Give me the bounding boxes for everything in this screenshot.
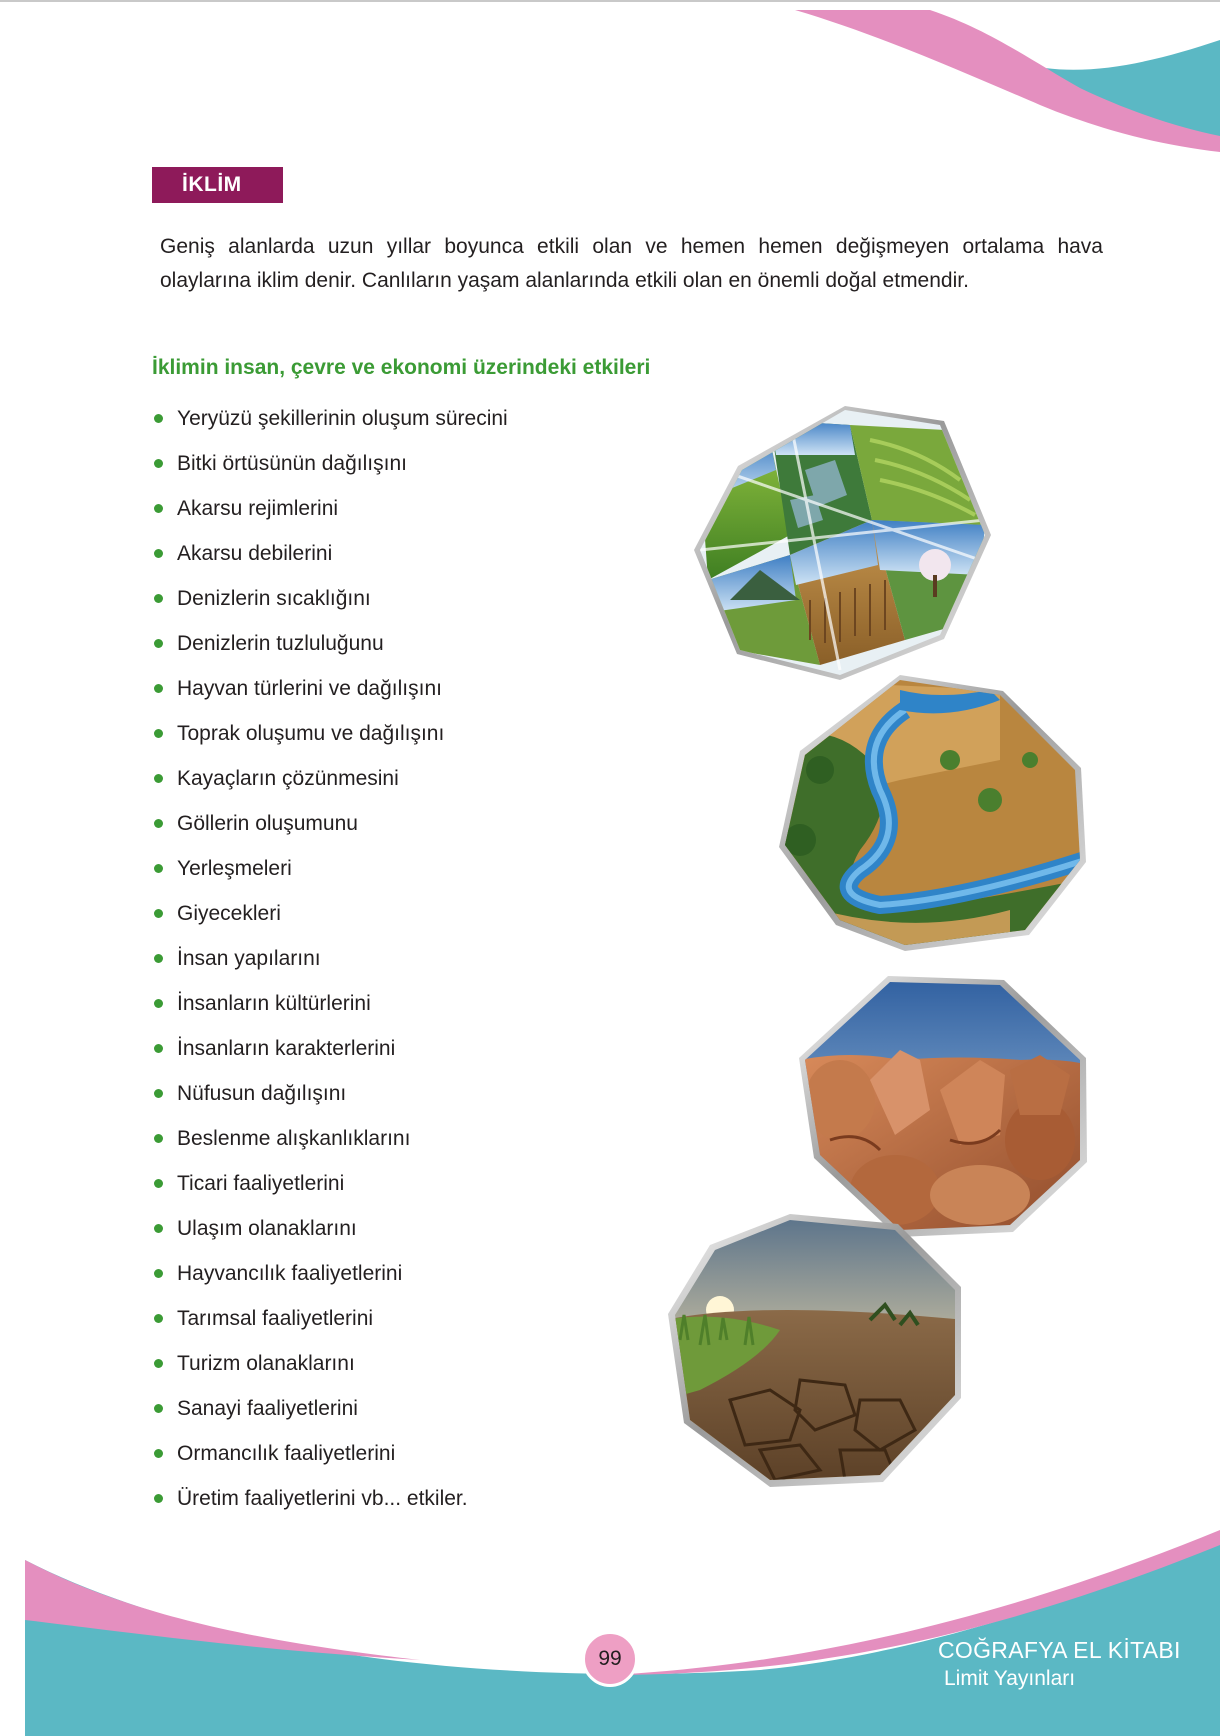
- bullet-icon: [154, 639, 163, 648]
- list-item: [152, 801, 508, 846]
- list-item-text: Hayvancılık faaliyetlerini: [177, 1261, 403, 1285]
- bullet-icon: [154, 1269, 163, 1278]
- bullet-icon: [154, 459, 163, 468]
- list-item-text: Göllerin oluşumunu: [177, 811, 358, 835]
- list-item: [152, 981, 508, 1026]
- bullet-icon: [154, 1404, 163, 1413]
- list-item: [152, 666, 508, 711]
- list-item-text: Kayaçların çözünmesini: [177, 766, 399, 790]
- photo-frame-fields: [690, 400, 991, 690]
- bullet-icon: [154, 1044, 163, 1053]
- section-title: İKLİM: [152, 167, 283, 203]
- list-item-text: Nüfusun dağılışını: [177, 1081, 347, 1105]
- bottom-decorative-wave: [0, 1500, 1220, 1736]
- list-item-text: Ormancılık faaliyetlerini: [177, 1441, 396, 1465]
- book-title: COĞRAFYA EL KİTABI: [938, 1637, 1181, 1663]
- list-item: [152, 531, 508, 576]
- bullet-icon: [154, 1314, 163, 1323]
- list-item-text: Akarsu debilerini: [177, 541, 333, 565]
- bullet-icon: [154, 819, 163, 828]
- list-item: [152, 1116, 508, 1161]
- bullet-icon: [154, 684, 163, 693]
- bullet-icon: [154, 594, 163, 603]
- bullet-icon: [154, 864, 163, 873]
- list-item-text: Bitki örtüsünün dağılışını: [177, 451, 407, 475]
- bullet-icon: [154, 954, 163, 963]
- list-item: [152, 396, 508, 441]
- list-item-text: İnsanların kültürlerini: [177, 991, 371, 1015]
- photo-frame-river: [770, 670, 1090, 960]
- bullet-icon: [154, 774, 163, 783]
- intro-paragraph: Geniş alanlarda uzun yıllar boyunca etkili olan ve hemen hemen değişmeyen ortalama hava olaylarına iklim denir. Canlıların yaşam alanlarında etkili olan en önemli doğal etmendir.: [160, 235, 1103, 292]
- list-item: [152, 441, 508, 486]
- effects-heading: İklimin insan, çevre ve ekonomi üzerindeki etkileri: [152, 356, 651, 379]
- list-item-text: Tarımsal faaliyetlerini: [177, 1306, 374, 1330]
- list-item-text: Giyecekleri: [177, 901, 281, 925]
- list-item-text: Turizm olanaklarını: [177, 1351, 355, 1375]
- list-item-text: Hayvan türlerini ve dağılışını: [177, 676, 442, 700]
- list-item: [152, 1341, 508, 1386]
- bullet-icon: [154, 549, 163, 558]
- list-item: [152, 1161, 508, 1206]
- list-item-text: İnsan yapılarını: [177, 946, 321, 970]
- photo-frame-rocks: [795, 975, 1095, 1245]
- list-item-text: İnsanların karakterlerini: [177, 1036, 396, 1060]
- page-number: 99: [582, 1631, 638, 1687]
- list-item-text: Ulaşım olanaklarını: [177, 1216, 357, 1240]
- bullet-icon: [154, 1449, 163, 1458]
- list-item: [152, 1251, 508, 1296]
- bullet-icon: [154, 414, 163, 423]
- list-item: [152, 846, 508, 891]
- bullet-icon: [154, 1179, 163, 1188]
- list-item-text: Toprak oluşumu ve dağılışını: [177, 721, 445, 745]
- list-item: [152, 891, 508, 936]
- bullet-icon: [154, 729, 163, 738]
- list-item: [152, 1026, 508, 1071]
- list-item-text: Ticari faaliyetlerini: [177, 1171, 345, 1195]
- list-item: [152, 576, 508, 621]
- list-item: [152, 1071, 508, 1116]
- photo-frame-drought: [665, 1210, 965, 1490]
- bullet-icon: [154, 909, 163, 918]
- list-item: [152, 1206, 508, 1251]
- list-item-text: Denizlerin sıcaklığını: [177, 586, 371, 610]
- bullet-icon: [154, 1224, 163, 1233]
- bullet-icon: [154, 1089, 163, 1098]
- list-item-text: Beslenme alışkanlıklarını: [177, 1126, 411, 1150]
- bullet-icon: [154, 504, 163, 513]
- list-item-text: Sanayi faaliyetlerini: [177, 1396, 358, 1420]
- list-item: [152, 486, 508, 531]
- list-item: [152, 756, 508, 801]
- list-item-text: Yerleşmeleri: [177, 856, 292, 880]
- list-item: [152, 1431, 508, 1476]
- list-item-text: Akarsu rejimlerini: [177, 496, 339, 520]
- list-item-text: Üretim faaliyetlerini vb... etkiler.: [177, 1486, 468, 1510]
- list-item-text: Denizlerin tuzluluğunu: [177, 631, 384, 655]
- list-item: [152, 936, 508, 981]
- list-item-text: Yeryüzü şekillerinin oluşum sürecini: [177, 406, 508, 430]
- list-item: [152, 1386, 508, 1431]
- effects-list: [152, 396, 508, 1521]
- top-decorative-wave: [0, 0, 1220, 170]
- bullet-icon: [154, 999, 163, 1008]
- bullet-icon: [154, 1359, 163, 1368]
- bullet-icon: [154, 1134, 163, 1143]
- list-item: [152, 711, 508, 756]
- publisher-name: Limit Yayınları: [944, 1667, 1076, 1690]
- list-item: [152, 621, 508, 666]
- list-item: [152, 1296, 508, 1341]
